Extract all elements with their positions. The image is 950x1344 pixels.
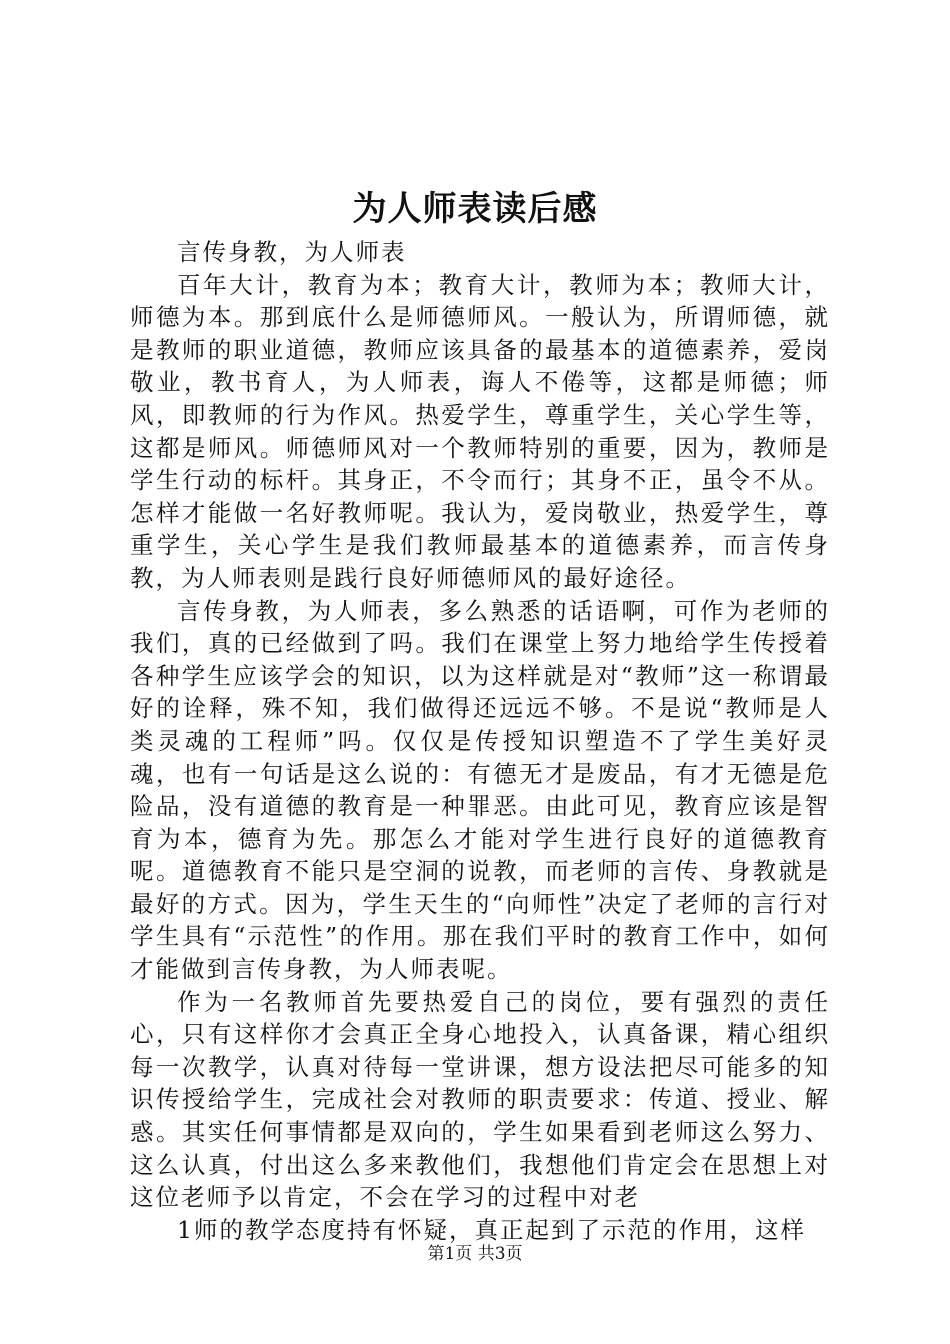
page-number-footer: 第1页 共3页 <box>427 1244 523 1264</box>
document-body <box>130 236 830 1246</box>
paragraph-subtitle: 言传身教，为人师表 <box>177 238 407 266</box>
paragraph: 1师的教学态度持有怀疑，真正起到了示范的作用，这样 <box>177 1215 806 1244</box>
paragraph: 作为一名教师首先要热爱自己的岗位，要有强烈的责任心，只有这样你才会真正全身心地投入，认真备课，精心组织每一次教学，认真对待每一堂讲课，想方设法把尽可能多的知识传授给学生，完成社会对教师的职责要求：传道、授业、解惑。其实任何事情都是双向的，学生如果看到老师这么努力、这么认真，付出这么多来教他们，我想他们肯定会在思想上对这位老师予以肯定，不会在学习的过程中对老 <box>130 987 830 1212</box>
paragraph: 言传身教，为人师表，多么熟悉的话语啊，可作为老师的我们，真的已经做到了吗。我们在课堂上努力地给学生传授着各种学生应该学会的知识，以为这样就是对“教师”这一称谓最好的诠释，殊不知，我们做得还远远不够。不是说“教师是人类灵魂的工程师”吗。仅仅是传授知识塑造不了学生美好灵魂，也有一句话是这么说的：有德无才是废品，有才无德是危险品，没有道德的教育是一种罪恶。由此可见，教育应该是智育为本，德育为先。那怎么才能对学生进行良好的道德教育呢。道德教育不能只是空洞的说教，而老师的言传、身教就是最好的方式。因为，学生天生的“向师性”决定了老师的言行对学生具有“示范性”的作用。那在我们平时的教育工作中，如何才能做到言传身教，为人师表呢。 <box>130 596 830 984</box>
document-title: 为人师表读后感 <box>352 189 598 229</box>
paragraph: 百年大计，教育为本；教育大计，教师为本；教师大计，师德为本。那到底什么是师德师风。一般认为，所谓师德，就是教师的职业道德，教师应该具备的最基本的道德素养，爱岗敬业，教书育人，为人师表，诲人不倦等，这都是师德；师风，即教师的行为作风。热爱学生，尊重学生，关心学生等，这都是师风。师德师风对一个教师特别的重要，因为，教师是学生行动的标杆。其身正，不令而行；其身不正，虽令不从。怎样才能做一名好教师呢。我认为，爱岗敬业，热爱学生，尊重学生，关心学生是我们教师最基本的道德素养，而言传身教，为人师表则是践行良好师德师风的最好途径。 <box>130 270 830 592</box>
